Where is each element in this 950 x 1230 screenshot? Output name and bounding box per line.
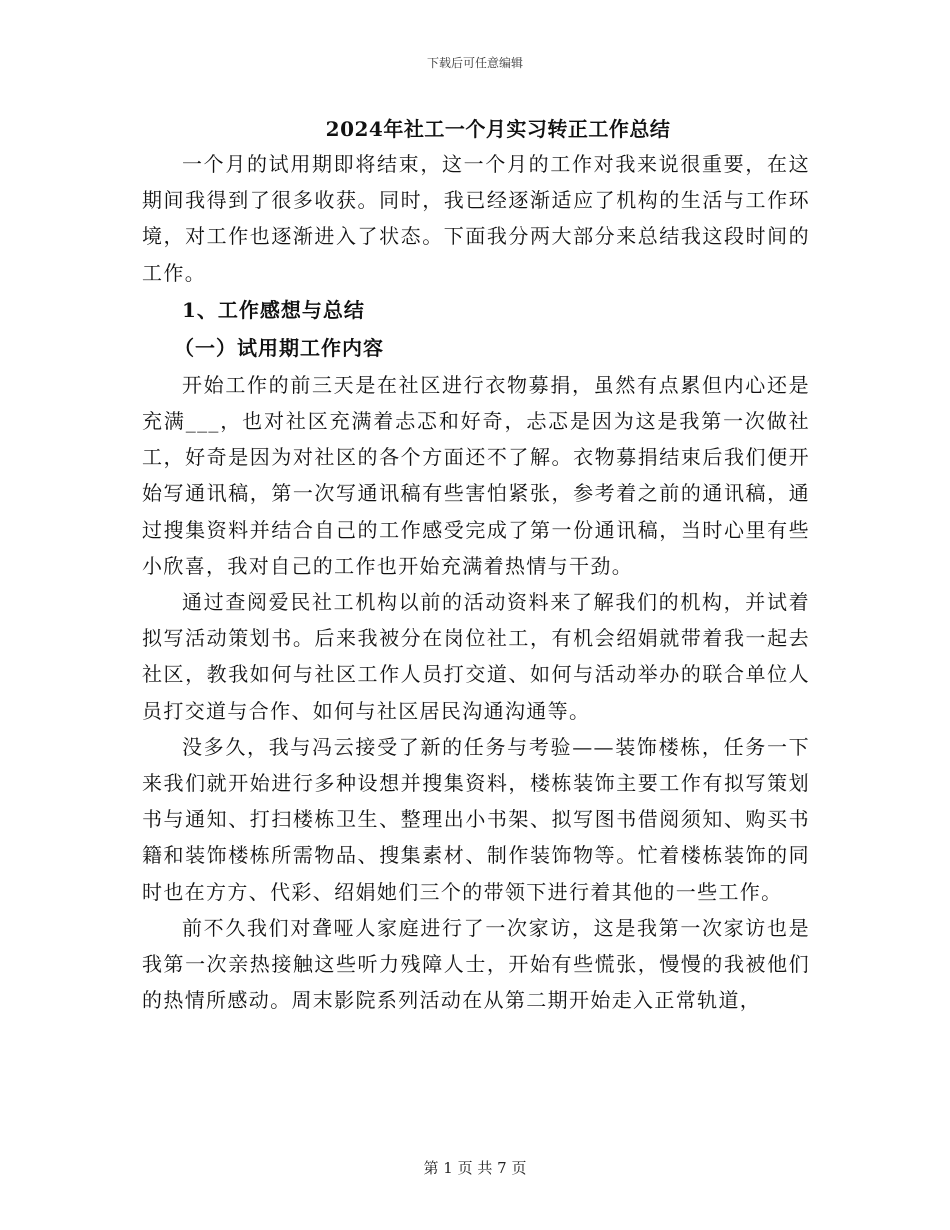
paragraph-building-decoration: 没多久，我与冯云接受了新的任务与考验——装饰楼栋，任务一下来我们就开始进行多种设想并搜集资料，楼栋装饰主要工作有拟写策划书与通知、打扫楼栋卫生、整理出小书架、拟写图书借阅须知、购买书籍和装饰楼栋所需物品、搜集素材、制作装饰物等。忙着楼栋装饰的同时也在方方、代彩、绍娟她们三个的带领下进行着其他的一些工作。 — [142, 734, 810, 904]
document-body — [142, 146, 810, 1018]
page-number: 第 1 页 共 7 页 — [423, 1159, 527, 1177]
document-title: 2024年社工一个月实习转正工作总结 — [325, 117, 671, 141]
section-heading: 1、工作感想与总结 — [182, 297, 365, 322]
subsection-heading: （一）试用期工作内容 — [174, 335, 384, 360]
header-note: 下载后可任意编辑 — [426, 56, 523, 70]
paragraph-intro: 一个月的试用期即将结束，这一个月的工作对我来说很重要，在这期间我得到了很多收获。同时，我已经逐渐适应了机构的生活与工作环境，对工作也逐渐进入了状态。下面我分两大部分来总结我这段时间的工作。 — [142, 152, 810, 285]
paragraph-agency-research: 通过查阅爱民社工机构以前的活动资料来了解我们的机构，并试着拟写活动策划书。后来我被分在岗位社工，有机会绍娟就带着我一起去社区，教我如何与社区工作人员打交道、如何与活动举办的联合单位人员打交道与合作、如何与社区居民沟通沟通等。 — [142, 590, 810, 723]
paragraph-home-visit: 前不久我们对聋哑人家庭进行了一次家访，这是我第一次家访也是我第一次亲热接触这些听力残障人士，开始有些慌张，慢慢的我被他们的热情所感动。周末影院系列活动在从第二期开始走入正常轨道， — [142, 915, 810, 1013]
paragraph-clothing-donation: 开始工作的前三天是在社区进行衣物募捐，虽然有点累但内心还是充满___，也对社区充满着忐忑和好奇，忐忑是因为这是我第一次做社工，好奇是因为对社区的各个方面还不了解。衣物募捐结束后我们便开始写通讯稿，第一次写通讯稿有些害怕紧张，参考着之前的通讯稿，通过搜集资料并结合自己的工作感受完成了第一份通讯稿，当时心里有些小欣喜，我对自己的工作也开始充满着热情与干劲。 — [142, 372, 810, 578]
